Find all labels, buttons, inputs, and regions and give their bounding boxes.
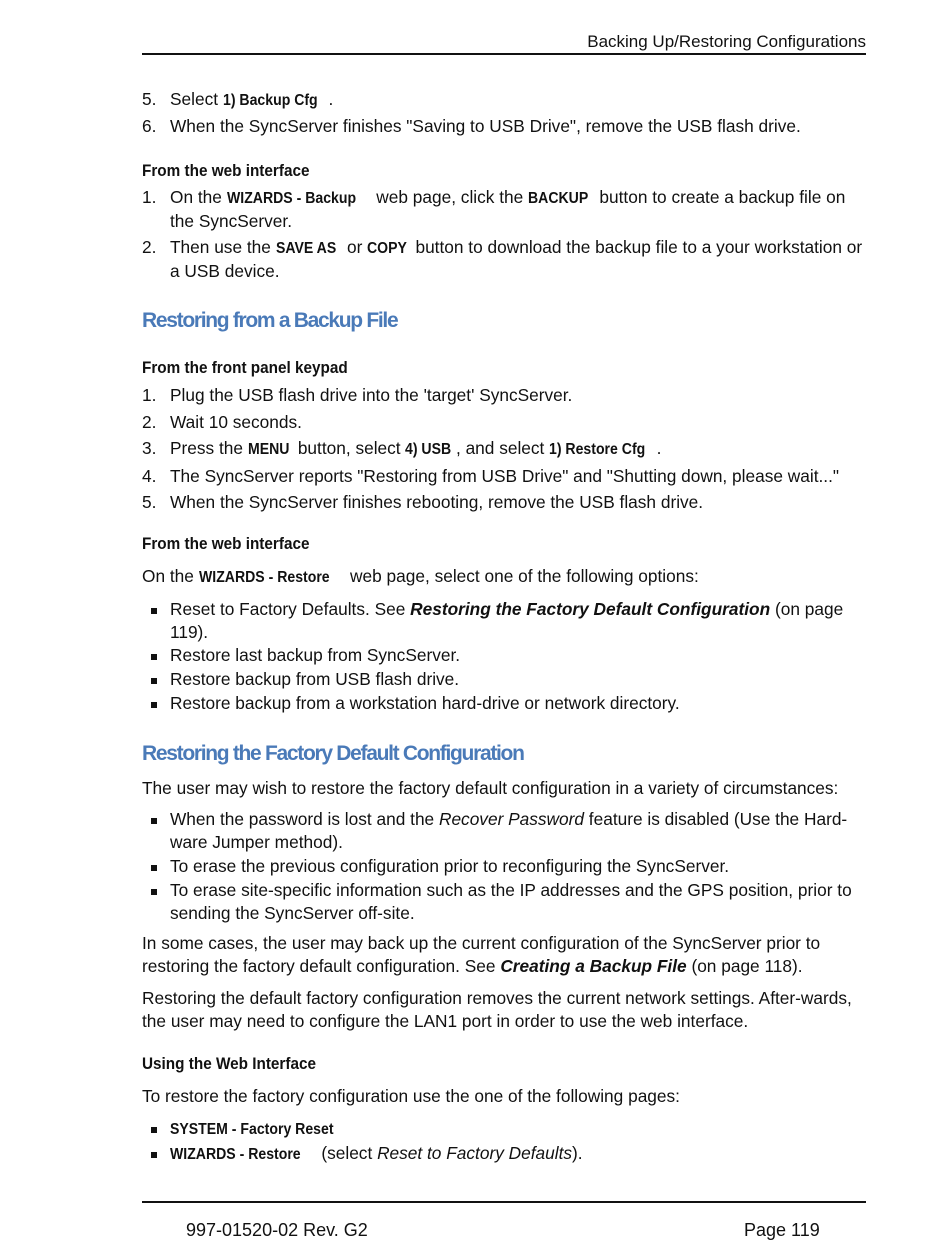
paragraph-text: To restore the factory configuration use the one of the following pages: [142, 1086, 680, 1106]
factory-intro [142, 777, 872, 800]
factory-web-heading-wrap [142, 1052, 872, 1075]
restore-section-title-wrap [142, 309, 872, 332]
step-text: Plug the USB flash drive into the 'target' SyncServer. [170, 385, 573, 405]
step-text: button to download the backup file to a your workstation or a USB device. [170, 237, 863, 281]
ui-label: MENU [247, 441, 290, 458]
list-item [142, 465, 872, 488]
factory-section-title-wrap [142, 742, 872, 765]
doc-number: 997-01520-02 Rev. G2 [186, 1220, 368, 1240]
step-number: 6. [142, 116, 157, 136]
header-title: Backing Up/Restoring Configurations [587, 32, 866, 51]
step-number: 2. [142, 237, 157, 257]
bullet-icon [151, 654, 157, 660]
list-item [142, 879, 872, 925]
step-text: . [656, 438, 662, 458]
list-item [142, 88, 872, 112]
step-text: button to create a backup file on the SyncServer. [170, 187, 846, 231]
bullet-icon [151, 865, 157, 871]
ui-label: WIZARDS - Restore [198, 569, 330, 586]
step-text: . [328, 89, 334, 109]
bullet-icon [151, 1127, 157, 1133]
ui-label: WIZARDS - Restore [170, 1146, 301, 1163]
item-text: To erase site-specific information such as the IP addresses and the GPS position, prior to sending the SyncServer off-site. [170, 880, 852, 923]
step-text: Select [170, 89, 223, 109]
item-text: When the password is lost and the [170, 809, 439, 829]
bullet-icon [151, 702, 157, 708]
list-item [142, 692, 872, 715]
step-number: 5. [142, 492, 157, 512]
subheading: From the web interface [142, 534, 310, 553]
footer-rule [142, 1201, 866, 1203]
item-text: ). [572, 1143, 583, 1163]
step-text: button, select [293, 438, 406, 458]
item-text: feature is disabled (Use the Hard-ware Jumper method). [170, 809, 848, 852]
list-item [142, 1142, 872, 1166]
bullet-icon [151, 889, 157, 895]
step-text: Wait 10 seconds. [170, 411, 302, 432]
bullet-icon [151, 678, 157, 684]
list-item [142, 855, 872, 878]
list-item [142, 186, 872, 233]
step-number: 3. [142, 438, 157, 458]
paragraph-text: web page, select one of the following options: [345, 566, 699, 586]
step-text: Press the [170, 438, 248, 458]
header-rule [142, 53, 866, 55]
ui-label: 1) Backup Cfg [222, 92, 318, 109]
section-title: Restoring the Factory Default Configuration [142, 742, 524, 765]
ui-label: 4) USB [405, 441, 452, 458]
list-item [142, 384, 872, 407]
step-number: 2. [142, 411, 157, 432]
item-text: (select [316, 1143, 378, 1163]
ui-label: BACKUP [528, 190, 589, 207]
item-text: Restore backup from a workstation hard-drive or network directory. [170, 693, 680, 713]
factory-pages-list [142, 1117, 872, 1166]
list-item [142, 808, 872, 854]
web-restore-intro [142, 565, 872, 589]
subheading: Using the Web Interface [142, 1054, 317, 1073]
list-item [142, 644, 872, 667]
step-text: web page, click the [371, 187, 529, 207]
restore-options-list [142, 598, 872, 715]
ui-label: 1) Restore Cfg [549, 441, 646, 458]
bullet-icon [151, 1152, 157, 1158]
subheading: From the front panel keypad [142, 358, 348, 377]
factory-para-2 [142, 987, 872, 1033]
item-text: To erase the previous configuration prior to reconfiguring the SyncServer. [170, 856, 730, 876]
subheading: From the web interface [142, 161, 310, 180]
factory-pages-intro [142, 1085, 872, 1108]
list-item [142, 437, 872, 461]
bullet-icon [151, 818, 157, 824]
step-text: The SyncServer reports "Restoring from USB Drive" and "Shutting down, please wait..." [170, 465, 840, 486]
list-item [142, 115, 872, 138]
step-number: 1. [142, 187, 157, 207]
paragraph-text: (on page 118). [686, 956, 803, 976]
ui-label: WIZARDS - Backup [226, 190, 356, 207]
list-item [142, 598, 872, 644]
cross-reference-link[interactable]: Restoring the Factory Default Configuration [410, 599, 771, 619]
step-text: , and select [455, 438, 550, 458]
list-item [142, 411, 872, 434]
ui-label: COPY [367, 240, 408, 257]
step-text: or [342, 237, 368, 257]
item-text: Restore backup from USB flash drive. [170, 669, 460, 689]
list-item [142, 236, 872, 283]
paragraph-text: On the [142, 566, 199, 586]
section-title: Restoring from a Backup File [142, 309, 398, 332]
keypad-steps [142, 384, 872, 517]
cross-reference-link[interactable]: Creating a Backup File [500, 956, 687, 976]
factory-para-1 [142, 932, 872, 978]
step-text: When the SyncServer finishes rebooting, remove the USB flash drive. [170, 492, 704, 512]
step-number: 5. [142, 89, 157, 109]
paragraph-text: The user may wish to restore the factory default configuration in a variety of circumstances: [142, 778, 839, 798]
web-backup-steps [142, 186, 872, 286]
web-backup-block [142, 159, 872, 182]
ui-label: SAVE AS [275, 240, 336, 257]
step-text: When the SyncServer finishes "Saving to USB Drive", remove the USB flash drive. [170, 116, 801, 136]
page-number: Page 119 [744, 1220, 820, 1240]
ui-label: SYSTEM - Factory Reset [170, 1121, 334, 1138]
step-text: On the [170, 187, 227, 207]
option-name: Reset to Factory Defaults [377, 1143, 573, 1163]
bullet-icon [151, 608, 157, 614]
list-item [142, 1117, 872, 1141]
item-text: (on page 119). [170, 599, 844, 642]
list-item [142, 491, 872, 514]
paragraph-text: Restoring the default factory configuration removes the current network settings. After-wards, the user may need to configure the LAN1 port in order to use the web interface. [142, 988, 852, 1031]
step-number: 4. [142, 465, 157, 486]
step-text: Then use the [170, 237, 276, 257]
web-restore-heading-wrap [142, 532, 872, 555]
item-text: Restore last backup from SyncServer. [170, 645, 461, 665]
item-text: Reset to Factory Defaults. See [170, 599, 411, 619]
keypad-heading-wrap [142, 356, 872, 379]
paragraph-text: In some cases, the user may back up the current configuration of the SyncServer prior to restoring the factory default configuration. See [142, 933, 821, 976]
usb-backup-steps [142, 88, 872, 141]
factory-reasons-list [142, 808, 872, 925]
list-item [142, 668, 872, 691]
feature-name: Recover Password [438, 809, 584, 829]
step-number: 1. [142, 385, 157, 405]
